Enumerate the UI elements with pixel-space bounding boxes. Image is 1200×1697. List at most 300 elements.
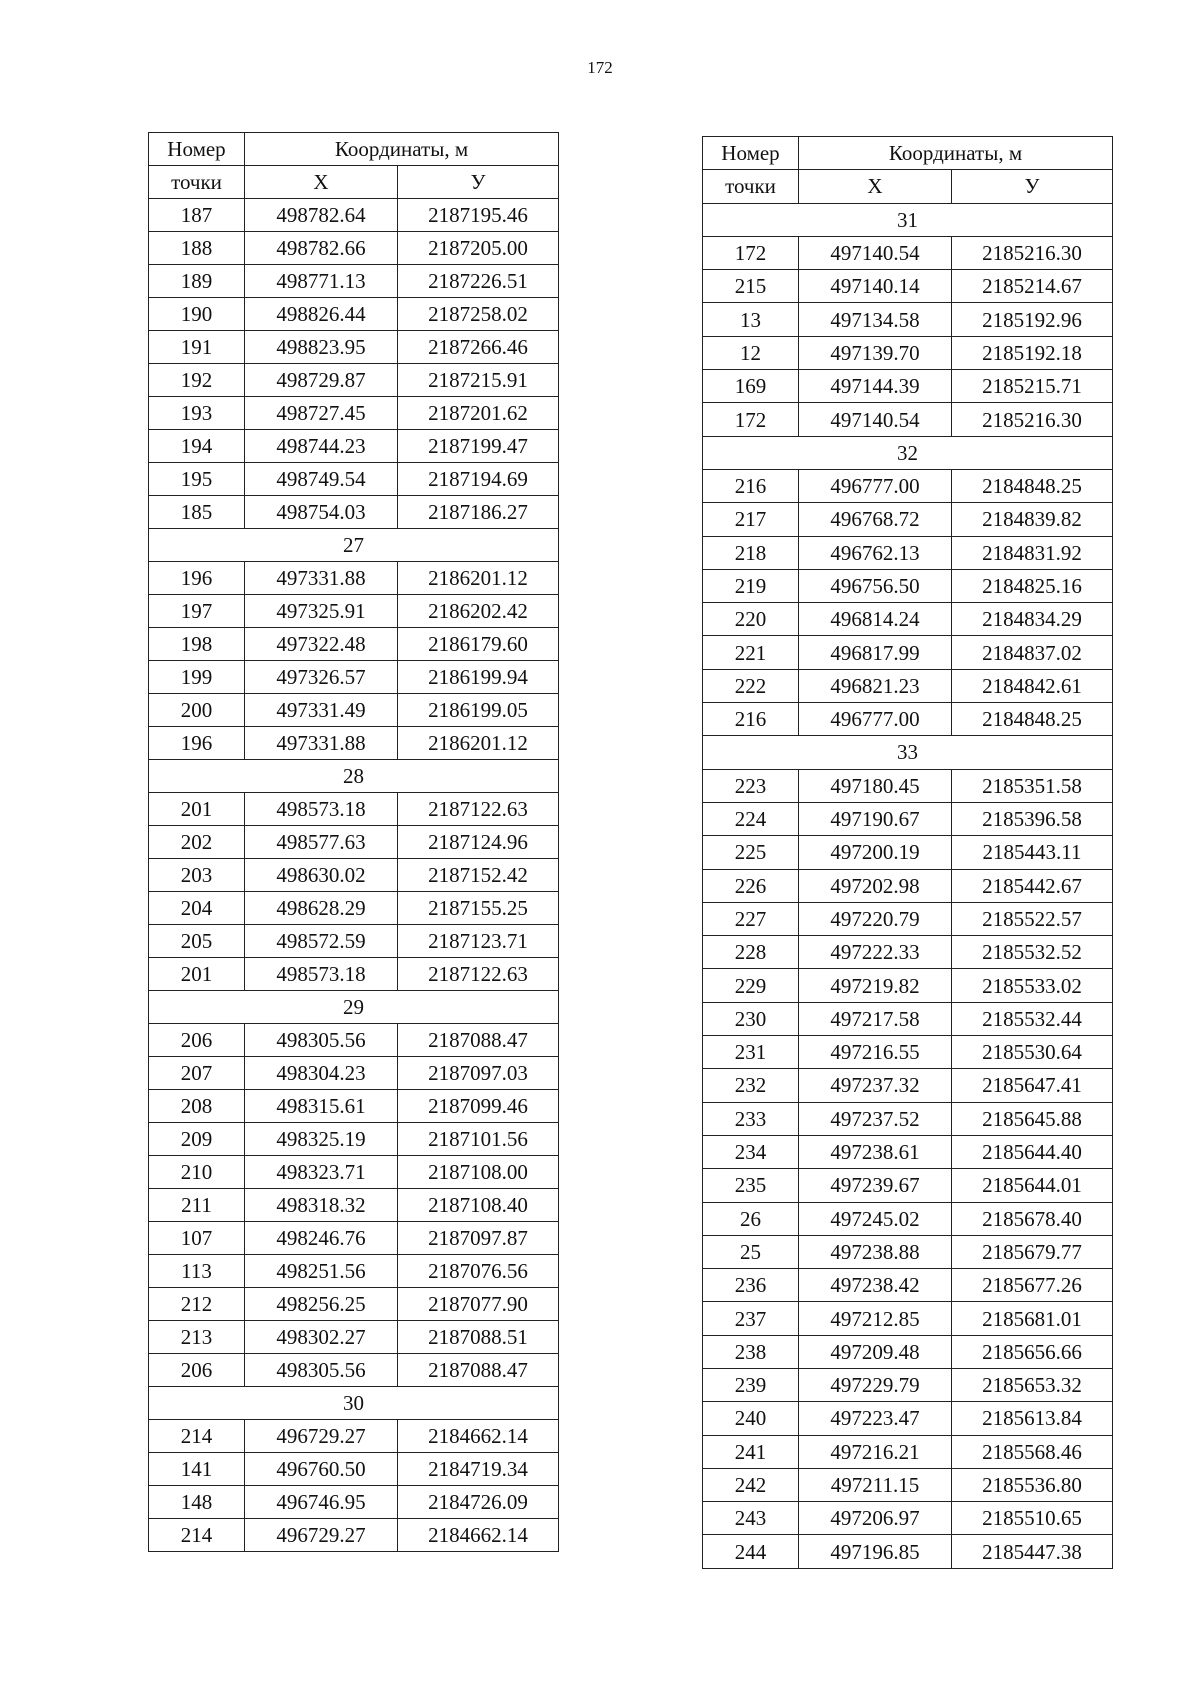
- point-number-cell: 192: [149, 364, 245, 397]
- table-row: [149, 364, 559, 397]
- point-number-cell: 236: [703, 1269, 799, 1302]
- table-left-body: [149, 133, 559, 1552]
- table-row: [703, 836, 1113, 869]
- x-coordinate-cell: 496777.00: [799, 469, 952, 502]
- x-coordinate-cell: 497219.82: [799, 969, 952, 1002]
- y-coordinate-cell: 2185532.52: [952, 936, 1113, 969]
- point-number-cell: 141: [149, 1453, 245, 1486]
- y-coordinate-cell: 2187097.03: [398, 1057, 559, 1090]
- table-row: [703, 1269, 1113, 1302]
- table-row: [703, 1502, 1113, 1535]
- y-coordinate-cell: 2185681.01: [952, 1302, 1113, 1335]
- point-number-cell: 215: [703, 270, 799, 303]
- y-coordinate-cell: 2185645.88: [952, 1102, 1113, 1135]
- y-coordinate-cell: 2185644.40: [952, 1135, 1113, 1168]
- section-label: 31: [703, 203, 1113, 236]
- point-number-cell: 194: [149, 430, 245, 463]
- table-header-row: [703, 170, 1113, 203]
- x-coordinate-cell: 498318.32: [245, 1189, 398, 1222]
- table-row: [149, 859, 559, 892]
- x-coordinate-cell: 498315.61: [245, 1090, 398, 1123]
- point-number-cell: 201: [149, 793, 245, 826]
- x-coordinate-cell: 497180.45: [799, 769, 952, 802]
- header-point: точки: [149, 166, 245, 199]
- page-number: 172: [587, 58, 613, 77]
- table-row: [703, 669, 1113, 702]
- y-coordinate-cell: 2187077.90: [398, 1288, 559, 1321]
- table-row: [149, 925, 559, 958]
- x-coordinate-cell: 496760.50: [245, 1453, 398, 1486]
- x-coordinate-cell: 496729.27: [245, 1420, 398, 1453]
- x-coordinate-cell: 498304.23: [245, 1057, 398, 1090]
- y-coordinate-cell: 2184662.14: [398, 1519, 559, 1552]
- table-row: [149, 1057, 559, 1090]
- x-coordinate-cell: 498323.71: [245, 1156, 398, 1189]
- point-number-cell: 202: [149, 826, 245, 859]
- x-coordinate-cell: 497220.79: [799, 902, 952, 935]
- coordinates-table-right: [702, 136, 1113, 1569]
- point-number-cell: 233: [703, 1102, 799, 1135]
- table-row: [703, 936, 1113, 969]
- point-number-cell: 237: [703, 1302, 799, 1335]
- section-label: 27: [149, 529, 559, 562]
- y-coordinate-cell: 2186199.05: [398, 694, 559, 727]
- point-number-cell: 207: [149, 1057, 245, 1090]
- y-coordinate-cell: 2184719.34: [398, 1453, 559, 1486]
- x-coordinate-cell: 497238.88: [799, 1235, 952, 1268]
- header-y: У: [398, 166, 559, 199]
- x-coordinate-cell: 496768.72: [799, 503, 952, 536]
- x-coordinate-cell: 497190.67: [799, 802, 952, 835]
- y-coordinate-cell: 2187108.00: [398, 1156, 559, 1189]
- point-number-cell: 224: [703, 802, 799, 835]
- x-coordinate-cell: 497140.14: [799, 270, 952, 303]
- table-row: [703, 1202, 1113, 1235]
- table-row: [149, 1222, 559, 1255]
- point-number-cell: 242: [703, 1468, 799, 1501]
- table-row: [703, 1302, 1113, 1335]
- x-coordinate-cell: 497134.58: [799, 303, 952, 336]
- header-point: точки: [703, 170, 799, 203]
- table-row: [149, 1486, 559, 1519]
- y-coordinate-cell: 2184834.29: [952, 603, 1113, 636]
- point-number-cell: 227: [703, 902, 799, 935]
- point-number-cell: 230: [703, 1002, 799, 1035]
- y-coordinate-cell: 2185216.30: [952, 236, 1113, 269]
- point-number-cell: 148: [149, 1486, 245, 1519]
- table-row: [149, 958, 559, 991]
- y-coordinate-cell: 2187088.47: [398, 1024, 559, 1057]
- x-coordinate-cell: 498823.95: [245, 331, 398, 364]
- point-number-cell: 203: [149, 859, 245, 892]
- point-number-cell: 197: [149, 595, 245, 628]
- table-row: [703, 703, 1113, 736]
- y-coordinate-cell: 2184848.25: [952, 703, 1113, 736]
- table-row: [703, 403, 1113, 436]
- section-row: [703, 436, 1113, 469]
- x-coordinate-cell: 498573.18: [245, 958, 398, 991]
- header-number: Номер: [703, 137, 799, 170]
- point-number-cell: 187: [149, 199, 245, 232]
- x-coordinate-cell: 498628.29: [245, 892, 398, 925]
- table-row: [149, 496, 559, 529]
- point-number-cell: 223: [703, 769, 799, 802]
- table-row: [149, 1123, 559, 1156]
- header-x: Х: [245, 166, 398, 199]
- y-coordinate-cell: 2185647.41: [952, 1069, 1113, 1102]
- y-coordinate-cell: 2184726.09: [398, 1486, 559, 1519]
- x-coordinate-cell: 498246.76: [245, 1222, 398, 1255]
- x-coordinate-cell: 497238.61: [799, 1135, 952, 1168]
- table-header-row: [149, 166, 559, 199]
- y-coordinate-cell: 2187108.40: [398, 1189, 559, 1222]
- x-coordinate-cell: 497211.15: [799, 1468, 952, 1501]
- point-number-cell: 213: [149, 1321, 245, 1354]
- table-row: [149, 430, 559, 463]
- point-number-cell: 196: [149, 562, 245, 595]
- table-header-row: [149, 133, 559, 166]
- x-coordinate-cell: 498782.66: [245, 232, 398, 265]
- x-coordinate-cell: 498256.25: [245, 1288, 398, 1321]
- table-row: [149, 628, 559, 661]
- y-coordinate-cell: 2187258.02: [398, 298, 559, 331]
- section-row: [703, 203, 1113, 236]
- x-coordinate-cell: 498744.23: [245, 430, 398, 463]
- coordinates-table-left: [148, 132, 559, 1552]
- table-row: [149, 1288, 559, 1321]
- point-number-cell: 12: [703, 336, 799, 369]
- point-number-cell: 239: [703, 1368, 799, 1401]
- point-number-cell: 172: [703, 403, 799, 436]
- point-number-cell: 113: [149, 1255, 245, 1288]
- y-coordinate-cell: 2185522.57: [952, 902, 1113, 935]
- y-coordinate-cell: 2186199.94: [398, 661, 559, 694]
- table-row: [149, 397, 559, 430]
- x-coordinate-cell: 497196.85: [799, 1535, 952, 1568]
- point-number-cell: 214: [149, 1420, 245, 1453]
- point-number-cell: 238: [703, 1335, 799, 1368]
- table-row: [703, 636, 1113, 669]
- x-coordinate-cell: 497331.88: [245, 562, 398, 595]
- table-row: [703, 336, 1113, 369]
- y-coordinate-cell: 2186201.12: [398, 727, 559, 760]
- y-coordinate-cell: 2184848.25: [952, 469, 1113, 502]
- x-coordinate-cell: 497331.49: [245, 694, 398, 727]
- y-coordinate-cell: 2185656.66: [952, 1335, 1113, 1368]
- y-coordinate-cell: 2187186.27: [398, 496, 559, 529]
- table-row: [703, 869, 1113, 902]
- table-row: [149, 595, 559, 628]
- point-number-cell: 26: [703, 1202, 799, 1235]
- point-number-cell: 220: [703, 603, 799, 636]
- y-coordinate-cell: 2187123.71: [398, 925, 559, 958]
- y-coordinate-cell: 2187099.46: [398, 1090, 559, 1123]
- table-row: [149, 1453, 559, 1486]
- point-number-cell: 199: [149, 661, 245, 694]
- y-coordinate-cell: 2185510.65: [952, 1502, 1113, 1535]
- x-coordinate-cell: 497237.32: [799, 1069, 952, 1102]
- y-coordinate-cell: 2184837.02: [952, 636, 1113, 669]
- y-coordinate-cell: 2185192.96: [952, 303, 1113, 336]
- table-row: [149, 1156, 559, 1189]
- section-label: 28: [149, 760, 559, 793]
- table-row: [149, 1189, 559, 1222]
- x-coordinate-cell: 497200.19: [799, 836, 952, 869]
- point-number-cell: 241: [703, 1435, 799, 1468]
- y-coordinate-cell: 2185442.67: [952, 869, 1113, 902]
- table-row: [703, 236, 1113, 269]
- x-coordinate-cell: 497140.54: [799, 236, 952, 269]
- x-coordinate-cell: 498577.63: [245, 826, 398, 859]
- table-row: [149, 1321, 559, 1354]
- table-row: [703, 1368, 1113, 1401]
- point-number-cell: 209: [149, 1123, 245, 1156]
- y-coordinate-cell: 2187097.87: [398, 1222, 559, 1255]
- point-number-cell: 208: [149, 1090, 245, 1123]
- y-coordinate-cell: 2187155.25: [398, 892, 559, 925]
- point-number-cell: 196: [149, 727, 245, 760]
- table-row: [703, 370, 1113, 403]
- y-coordinate-cell: 2184831.92: [952, 536, 1113, 569]
- table-row: [703, 769, 1113, 802]
- y-coordinate-cell: 2185214.67: [952, 270, 1113, 303]
- x-coordinate-cell: 497212.85: [799, 1302, 952, 1335]
- y-coordinate-cell: 2187122.63: [398, 793, 559, 826]
- point-number-cell: 206: [149, 1024, 245, 1057]
- x-coordinate-cell: 497216.21: [799, 1435, 952, 1468]
- x-coordinate-cell: 496756.50: [799, 569, 952, 602]
- x-coordinate-cell: 498826.44: [245, 298, 398, 331]
- point-number-cell: 218: [703, 536, 799, 569]
- table-row: [703, 1002, 1113, 1035]
- x-coordinate-cell: 498630.02: [245, 859, 398, 892]
- table-row: [149, 1255, 559, 1288]
- point-number-cell: 211: [149, 1189, 245, 1222]
- section-label: 29: [149, 991, 559, 1024]
- table-row: [149, 463, 559, 496]
- y-coordinate-cell: 2185613.84: [952, 1402, 1113, 1435]
- point-number-cell: 185: [149, 496, 245, 529]
- header-x: Х: [799, 170, 952, 203]
- x-coordinate-cell: 498251.56: [245, 1255, 398, 1288]
- table-row: [703, 270, 1113, 303]
- x-coordinate-cell: 496777.00: [799, 703, 952, 736]
- y-coordinate-cell: 2185568.46: [952, 1435, 1113, 1468]
- table-row: [703, 469, 1113, 502]
- y-coordinate-cell: 2187124.96: [398, 826, 559, 859]
- point-number-cell: 200: [149, 694, 245, 727]
- y-coordinate-cell: 2187194.69: [398, 463, 559, 496]
- point-number-cell: 201: [149, 958, 245, 991]
- y-coordinate-cell: 2187101.56: [398, 1123, 559, 1156]
- point-number-cell: 25: [703, 1235, 799, 1268]
- table-row: [149, 331, 559, 364]
- y-coordinate-cell: 2184839.82: [952, 503, 1113, 536]
- header-coordinates: Координаты, м: [799, 137, 1113, 170]
- y-coordinate-cell: 2185644.01: [952, 1169, 1113, 1202]
- table-row: [703, 1169, 1113, 1202]
- table-row: [149, 1420, 559, 1453]
- table-row: [703, 1468, 1113, 1501]
- table-row: [149, 694, 559, 727]
- point-number-cell: 222: [703, 669, 799, 702]
- point-number-cell: 225: [703, 836, 799, 869]
- y-coordinate-cell: 2187215.91: [398, 364, 559, 397]
- table-row: [703, 1069, 1113, 1102]
- x-coordinate-cell: 497322.48: [245, 628, 398, 661]
- point-number-cell: 216: [703, 703, 799, 736]
- section-label: 33: [703, 736, 1113, 769]
- x-coordinate-cell: 497229.79: [799, 1368, 952, 1401]
- table-row: [703, 1235, 1113, 1268]
- section-label: 30: [149, 1387, 559, 1420]
- section-row: [703, 736, 1113, 769]
- x-coordinate-cell: 498573.18: [245, 793, 398, 826]
- section-label: 32: [703, 436, 1113, 469]
- y-coordinate-cell: 2185443.11: [952, 836, 1113, 869]
- x-coordinate-cell: 496814.24: [799, 603, 952, 636]
- table-row: [149, 265, 559, 298]
- y-coordinate-cell: 2187152.42: [398, 859, 559, 892]
- y-coordinate-cell: 2187226.51: [398, 265, 559, 298]
- table-row: [703, 1102, 1113, 1135]
- x-coordinate-cell: 498305.56: [245, 1354, 398, 1387]
- y-coordinate-cell: 2185351.58: [952, 769, 1113, 802]
- point-number-cell: 169: [703, 370, 799, 403]
- x-coordinate-cell: 497140.54: [799, 403, 952, 436]
- point-number-cell: 210: [149, 1156, 245, 1189]
- x-coordinate-cell: 496746.95: [245, 1486, 398, 1519]
- x-coordinate-cell: 497238.42: [799, 1269, 952, 1302]
- header-y: У: [952, 170, 1113, 203]
- point-number-cell: 228: [703, 936, 799, 969]
- table-header-row: [703, 137, 1113, 170]
- table-row: [703, 1435, 1113, 1468]
- table-row: [703, 1135, 1113, 1168]
- x-coordinate-cell: 498325.19: [245, 1123, 398, 1156]
- x-coordinate-cell: 497325.91: [245, 595, 398, 628]
- table-right-body: [703, 137, 1113, 1569]
- x-coordinate-cell: 498727.45: [245, 397, 398, 430]
- y-coordinate-cell: 2187266.46: [398, 331, 559, 364]
- x-coordinate-cell: 497144.39: [799, 370, 952, 403]
- table-row: [149, 1090, 559, 1123]
- x-coordinate-cell: 497331.88: [245, 727, 398, 760]
- table-row: [149, 1354, 559, 1387]
- x-coordinate-cell: 498305.56: [245, 1024, 398, 1057]
- x-coordinate-cell: 498572.59: [245, 925, 398, 958]
- header-coordinates: Координаты, м: [245, 133, 559, 166]
- table-row: [703, 1535, 1113, 1568]
- y-coordinate-cell: 2187205.00: [398, 232, 559, 265]
- table-row: [703, 802, 1113, 835]
- x-coordinate-cell: 497222.33: [799, 936, 952, 969]
- point-number-cell: 232: [703, 1069, 799, 1102]
- table-row: [703, 1402, 1113, 1435]
- point-number-cell: 191: [149, 331, 245, 364]
- table-row: [149, 892, 559, 925]
- table-row: [149, 1519, 559, 1552]
- y-coordinate-cell: 2185532.44: [952, 1002, 1113, 1035]
- y-coordinate-cell: 2185396.58: [952, 802, 1113, 835]
- y-coordinate-cell: 2185530.64: [952, 1036, 1113, 1069]
- table-row: [149, 826, 559, 859]
- point-number-cell: 205: [149, 925, 245, 958]
- y-coordinate-cell: 2186179.60: [398, 628, 559, 661]
- x-coordinate-cell: 497216.55: [799, 1036, 952, 1069]
- table-row: [149, 661, 559, 694]
- table-row: [149, 793, 559, 826]
- section-row: [149, 991, 559, 1024]
- x-coordinate-cell: 497245.02: [799, 1202, 952, 1235]
- y-coordinate-cell: 2185533.02: [952, 969, 1113, 1002]
- table-row: [149, 562, 559, 595]
- table-row: [149, 727, 559, 760]
- y-coordinate-cell: 2187088.47: [398, 1354, 559, 1387]
- point-number-cell: 235: [703, 1169, 799, 1202]
- point-number-cell: 219: [703, 569, 799, 602]
- x-coordinate-cell: 497239.67: [799, 1169, 952, 1202]
- y-coordinate-cell: 2187195.46: [398, 199, 559, 232]
- point-number-cell: 234: [703, 1135, 799, 1168]
- x-coordinate-cell: 496729.27: [245, 1519, 398, 1552]
- y-coordinate-cell: 2187199.47: [398, 430, 559, 463]
- point-number-cell: 240: [703, 1402, 799, 1435]
- y-coordinate-cell: 2185447.38: [952, 1535, 1113, 1568]
- table-row: [149, 298, 559, 331]
- point-number-cell: 198: [149, 628, 245, 661]
- y-coordinate-cell: 2187201.62: [398, 397, 559, 430]
- x-coordinate-cell: 498749.54: [245, 463, 398, 496]
- y-coordinate-cell: 2185678.40: [952, 1202, 1113, 1235]
- y-coordinate-cell: 2185216.30: [952, 403, 1113, 436]
- point-number-cell: 189: [149, 265, 245, 298]
- point-number-cell: 244: [703, 1535, 799, 1568]
- point-number-cell: 204: [149, 892, 245, 925]
- point-number-cell: 13: [703, 303, 799, 336]
- x-coordinate-cell: 497139.70: [799, 336, 952, 369]
- x-coordinate-cell: 497326.57: [245, 661, 398, 694]
- y-coordinate-cell: 2185679.77: [952, 1235, 1113, 1268]
- point-number-cell: 216: [703, 469, 799, 502]
- x-coordinate-cell: 497237.52: [799, 1102, 952, 1135]
- point-number-cell: 221: [703, 636, 799, 669]
- table-row: [703, 969, 1113, 1002]
- x-coordinate-cell: 497206.97: [799, 1502, 952, 1535]
- x-coordinate-cell: 496817.99: [799, 636, 952, 669]
- y-coordinate-cell: 2187088.51: [398, 1321, 559, 1354]
- section-row: [149, 529, 559, 562]
- point-number-cell: 212: [149, 1288, 245, 1321]
- x-coordinate-cell: 497209.48: [799, 1335, 952, 1368]
- point-number-cell: 172: [703, 236, 799, 269]
- y-coordinate-cell: 2186201.12: [398, 562, 559, 595]
- point-number-cell: 188: [149, 232, 245, 265]
- point-number-cell: 190: [149, 298, 245, 331]
- y-coordinate-cell: 2184662.14: [398, 1420, 559, 1453]
- table-row: [703, 1335, 1113, 1368]
- y-coordinate-cell: 2186202.42: [398, 595, 559, 628]
- y-coordinate-cell: 2187076.56: [398, 1255, 559, 1288]
- point-number-cell: 107: [149, 1222, 245, 1255]
- table-row: [703, 503, 1113, 536]
- table-row: [703, 536, 1113, 569]
- section-row: [149, 760, 559, 793]
- y-coordinate-cell: 2185192.18: [952, 336, 1113, 369]
- point-number-cell: 214: [149, 1519, 245, 1552]
- x-coordinate-cell: 497223.47: [799, 1402, 952, 1435]
- x-coordinate-cell: 496762.13: [799, 536, 952, 569]
